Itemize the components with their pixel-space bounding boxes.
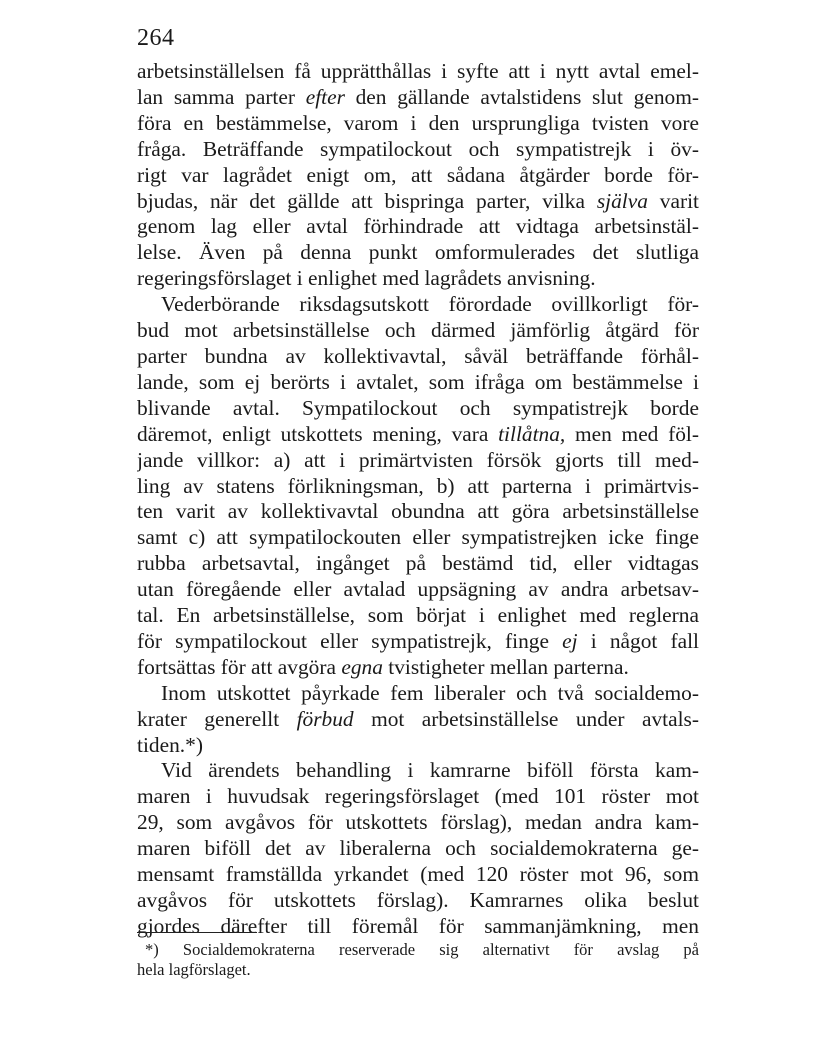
text-line: jande villkor: a) att i primärtvisten försök gjorts till med- (137, 447, 699, 472)
text-line: lande, som ej berörts i avtalet, som ifråga om bestämmelse i (137, 369, 699, 394)
text-line: lelse. Även på denna punkt omformulerades det slutliga (137, 240, 699, 265)
text-line: genom lag eller avtal förhindrade att vidtaga arbetsinstäl- (137, 214, 699, 239)
text-line: bjudas, när det gällde att bispringa parter, vilka själva varit (137, 188, 699, 213)
text-line: Vid ärendets behandling i kamrarne biföll första kam- (161, 758, 699, 783)
footnote (137, 940, 699, 980)
footnote-divider (137, 932, 257, 933)
paragraph-3 (137, 681, 699, 759)
paragraph-4 (137, 758, 699, 939)
text-line: fortsättas för att avgöra egna tvistigheter mellan parterna. (137, 654, 629, 679)
text-line: maren i huvudsak regeringsförslaget (med 101 röster mot (137, 784, 699, 809)
text-line: ling av statens förlikningsman, b) att parterna i primärtvis- (137, 473, 699, 498)
text-line: tiden.*) (137, 732, 203, 757)
text-line: blivande avtal. Sympatilockout och sympatistrejk borde (137, 395, 699, 420)
text-line: avgåvos för utskottets förslag). Kamrarnes olika beslut (137, 888, 699, 912)
text-line: samt c) att sympatilockouten eller sympatistrejken icke finge (137, 525, 699, 550)
text-line: arbetsinställelsen få upprätthållas i syfte att i nytt avtal emel- (137, 59, 699, 83)
footnote-line: hela lagförslaget. (137, 960, 251, 979)
text-line: fråga. Beträffande sympatilockout och sympatistrejk i öv- (137, 136, 699, 161)
emphasized-word: tillåtna, (498, 421, 566, 446)
text-line: ten varit av kollektivavtal obundna att göra arbetsinställelse (137, 499, 699, 524)
text-line: för sympatilockout eller sympatistrejk, finge ej i något fall (137, 628, 699, 653)
text-line: rigt var lagrådet enigt om, att sådana åtgärder borde för- (137, 162, 699, 187)
emphasized-word: efter (305, 84, 345, 109)
text-line: utan föregående eller avtalad uppsägning av andra arbetsav- (137, 577, 699, 602)
emphasized-word: ej (562, 628, 578, 653)
text-line: 29, som avgåvos för utskottets förslag), medan andra kam- (137, 810, 699, 835)
emphasized-word: själva (596, 188, 648, 213)
text-line: Vederbörande riksdagsutskott förordade ovillkorligt för- (161, 292, 699, 317)
text-line: rubba arbetsavtal, ingånget på bestämd tid, eller vidtagas (137, 551, 699, 576)
text-line: föra en bestämmelse, varom i den ursprungliga tvisten vore (137, 110, 699, 135)
text-line: lan samma parter efter den gällande avtalstidens slut genom- (137, 84, 699, 109)
text-line: krater generellt förbud mot arbetsinställelse under avtals- (137, 706, 699, 731)
text-line: regeringsförslaget i enlighet med lagrådets anvisning. (137, 266, 596, 291)
text-line: maren biföll det av liberalerna och socialdemokraterna ge- (137, 836, 699, 861)
body-text (137, 59, 699, 940)
text-line: parter bundna av kollektivavtal, såväl beträffande förhål- (137, 343, 699, 368)
page-number: 264 (137, 25, 175, 51)
paragraph-1 (137, 59, 699, 292)
footnote-line: *) Socialdemokraterna reserverade sig alternativt för avslag på (145, 940, 699, 959)
emphasized-word: förbud (296, 706, 354, 731)
text-line: Inom utskottet påyrkade fem liberaler och två socialdemo- (161, 680, 699, 705)
paragraph-2 (137, 292, 699, 681)
emphasized-word: egna (341, 654, 383, 679)
text-line: bud mot arbetsinställelse och därmed jämförlig åtgärd för (137, 318, 699, 343)
text-line: däremot, enligt utskottets mening, vara tillåtna, men med föl- (137, 421, 699, 446)
text-line: tal. En arbetsinställelse, som börjat i enlighet med reglerna (137, 603, 699, 628)
text-line: mensamt framställda yrkandet (med 120 röster mot 96, som (137, 862, 699, 887)
text-line: gjordes därefter till föremål för sammanjämkning, men (137, 913, 699, 938)
